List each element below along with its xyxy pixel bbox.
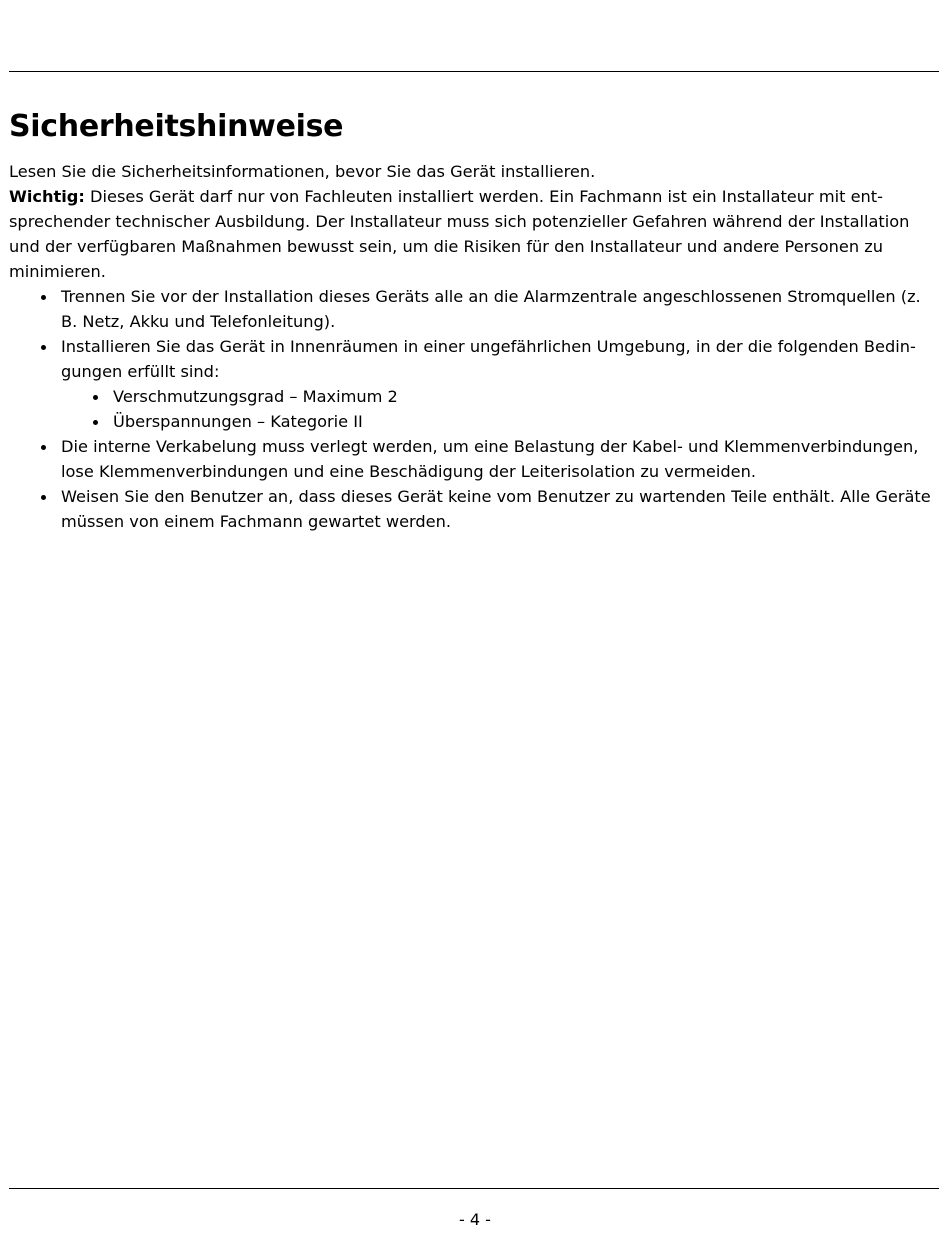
page-content (9, 107, 939, 534)
page-number: - 4 - (459, 1210, 491, 1229)
important-notice (9, 184, 939, 284)
list-item (9, 434, 939, 484)
list-item-text: Trennen Sie vor der Installation dieses Geräts alle an die Alarmzentrale angeschlossenen Stromquellen (z. B. Netz, Akku und Telefonleitung). (61, 287, 921, 331)
list-item (9, 334, 939, 434)
section-heading: Sicherheitshinweise (9, 109, 344, 144)
intro-paragraph: Lesen Sie die Sicherheitsinformationen, bevor Sie das Gerät installieren. (9, 162, 596, 181)
list-item-text: Weisen Sie den Benutzer an, dass dieses Gerät keine vom Benutzer zu wartenden Teile enthält. Alle Geräte müssen von einem Fachmann gewartet werden. (61, 487, 931, 531)
list-item-text: Installieren Sie das Gerät in Innenräumen in einer ungefährlichen Umgebung, in der die folgenden Bedingungen erfüllt sind: (61, 337, 916, 381)
footer-rule (9, 1188, 939, 1189)
important-label: Wichtig: (9, 187, 85, 206)
sub-list-item: Überspannungen – Kategorie II (61, 409, 939, 434)
list-item-text: Die interne Verkabelung muss verlegt werden, um eine Belastung der Kabel- und Klemmenverbindungen, lose Klemmenverbindungen und eine Beschädigung der Leiterisolation zu vermeiden. (61, 437, 919, 481)
list-item (9, 484, 939, 534)
header-rule (9, 71, 939, 72)
safety-list (9, 284, 939, 534)
sub-list (61, 384, 939, 434)
important-text: Dieses Gerät darf nur von Fachleuten installiert werden. Ein Fachmann ist ein Installateur mit entsprechender technischer Ausbildung. Der Installateur muss sich potenzieller Gefahren während der Installation und der verfügbaren Maßnahmen bewusst sein, um die Risiken für den Installateur und andere Personen zu minimieren. (9, 187, 910, 281)
sub-list-item: Verschmutzungsgrad – Maximum 2 (61, 384, 939, 409)
list-item (9, 284, 939, 334)
